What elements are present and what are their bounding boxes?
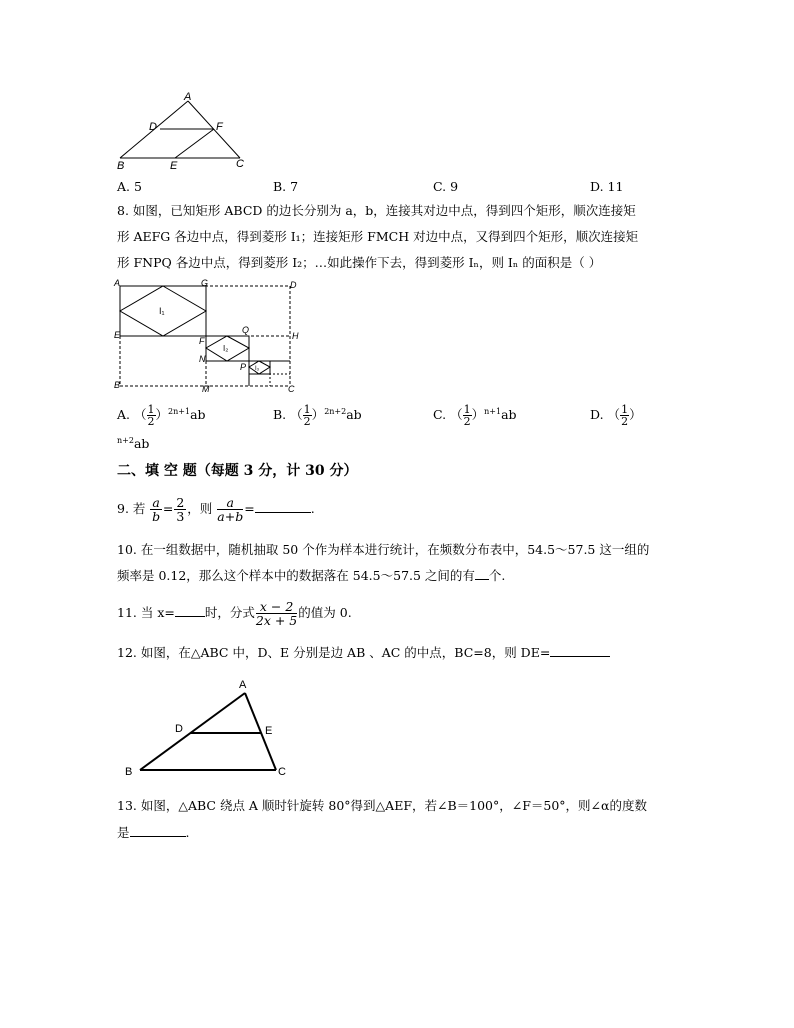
label-A: A — [239, 679, 247, 691]
label-D: D — [149, 121, 157, 133]
label-B: B — [114, 380, 121, 390]
q7-option-c: C. 9 — [433, 179, 459, 194]
q9-answer-blank[interactable] — [255, 499, 311, 513]
section-title: 二、填 空 题（每题 3 分，计 30 分） — [117, 463, 358, 479]
label-P: P — [240, 362, 247, 372]
label-B: B — [117, 160, 125, 172]
label-M: M — [202, 384, 210, 394]
q13-line-1: 13. 如图，△ABC 绕点 A 顺时针旋转 80°得到△AEF，若∠B＝100°，∠F＝50°，则∠α的度数 — [117, 798, 647, 813]
rectangle-rhombus-figure — [112, 278, 312, 396]
label-A: A — [184, 91, 192, 103]
triangle-figure-q12 — [118, 674, 298, 782]
q10-line-1: 10. 在一组数据中，随机抽取 50 个作为样本进行统计，在频数分布表中，54.5～57.5 这一组的 — [117, 542, 650, 557]
label-Q: Q — [242, 325, 250, 335]
q8-line-1: 8. 如图，已知矩形 ABCD 的边长分别为 a，b，连接其对边中点，得到四个矩形，顺次连接矩 — [117, 203, 636, 218]
q8-option-a: A. （ $\frac{1}{2}$ ）$^{2n+1}$ab — [117, 403, 206, 428]
label-C: C — [278, 766, 286, 778]
q8-option-c: C. （ $\frac{1}{2}$ ）$^{n+1}$ab — [433, 403, 517, 428]
q7-option-d: D. 11 — [590, 179, 624, 194]
q10-answer-blank[interactable] — [475, 566, 489, 580]
q8-line-2: 形 AEFG 各边中点，得到菱形 I₁；连接矩形 FMCH 对边中点，又得到四个矩形，顺次连接矩 — [117, 229, 639, 244]
label-I1: I₁ — [159, 306, 165, 316]
label-E: E — [170, 160, 178, 172]
label-C: C — [288, 384, 295, 394]
q12-answer-blank[interactable] — [550, 643, 610, 657]
label-A: A — [114, 278, 121, 288]
label-D: D — [290, 280, 297, 290]
label-C: C — [236, 158, 244, 170]
q11: 11. 当 x= 时，分式 $\frac{x - 2}{2x + 5}$ 的值为 0. — [117, 599, 352, 628]
label-I2: I₂ — [223, 344, 229, 353]
label-F: F — [199, 336, 205, 346]
label-G: G — [201, 278, 209, 288]
label-I3: I₃ — [255, 366, 260, 372]
q13-answer-blank[interactable] — [130, 823, 186, 837]
label-E: E — [265, 725, 273, 737]
label-N: N — [199, 354, 206, 364]
label-H: H — [292, 331, 299, 341]
label-F: F — [216, 121, 223, 133]
q8-line-3: 形 FNPQ 各边中点，得到菱形 I₂；…如此操作下去，得到菱形 Iₙ，则 Iₙ 的面积是（ ） — [117, 255, 602, 270]
triangle-figure-q7 — [112, 90, 262, 172]
q8-option-d: D. （ $\frac{1}{2}$ ） — [590, 403, 642, 428]
label-B: B — [125, 766, 133, 778]
q9: 9. 若 $\frac{a}{b}$ = $\frac{2}{3}$ ，则 $\frac{a}{a+b}$ = . — [117, 495, 315, 524]
q11-answer-blank[interactable] — [175, 603, 205, 617]
q13-line-2: 是 . — [117, 825, 190, 840]
label-E: E — [114, 330, 121, 340]
q7-option-a: A. 5 — [117, 179, 142, 194]
q8-option-d-tail: $^{n+2}$ab — [117, 436, 150, 452]
q7-option-b: B. 7 — [273, 179, 299, 194]
q8-option-b: B. （ $\frac{1}{2}$ ）$^{2n+2}$ab — [273, 403, 362, 428]
q12: 12. 如图，在△ABC 中，D、E 分别是边 AB 、AC 的中点，BC=8，则 DE= — [117, 643, 610, 662]
q10-line-2: 频率是 0.12，那么这个样本中的数据落在 54.5～57.5 之间的有 个. — [117, 568, 506, 583]
label-D: D — [175, 723, 183, 735]
